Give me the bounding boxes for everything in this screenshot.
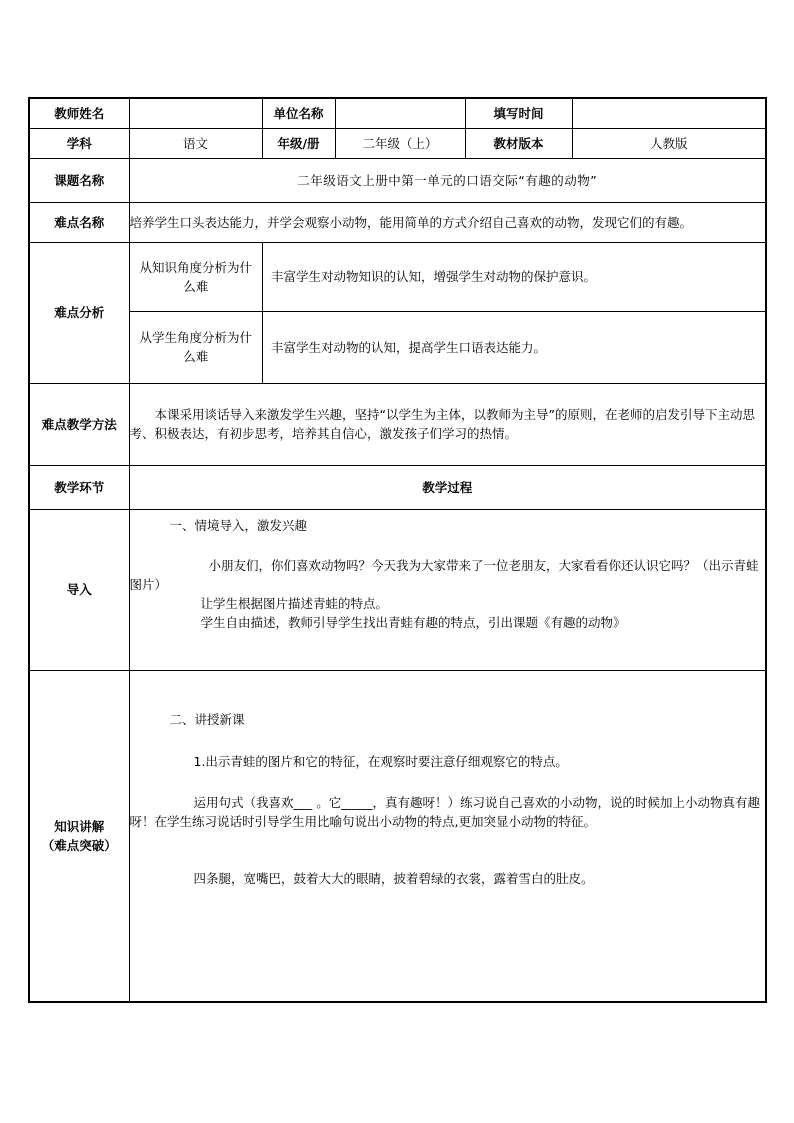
subject-value: 语文 <box>129 128 262 158</box>
knowledge-paragraph-1: 1.出示青蛙的图片和它的特征，在观察时要注意仔细观察它的特点。 <box>193 753 568 769</box>
process-header-row <box>29 465 766 509</box>
topic-row <box>29 158 766 202</box>
analysis-label: 难点分析 <box>29 242 129 383</box>
knowledge-label-cell <box>29 670 129 1002</box>
unit-name-label: 单位名称 <box>262 98 335 128</box>
analysis-row <box>29 242 766 383</box>
difficulty-value: 培养学生口头表达能力，并学会观察小动物，能用简单的方式介绍自己喜欢的动物，发现它们的有趣。 <box>129 202 766 242</box>
teacher-name-value <box>129 98 262 128</box>
student-angle-label: 从学生角度分析为什么难 <box>130 312 263 383</box>
intro-content <box>129 509 766 670</box>
method-label: 难点教学方法 <box>29 383 129 465</box>
edition-label: 教材版本 <box>465 128 572 158</box>
analysis-subtable <box>130 243 766 383</box>
intro-label: 导入 <box>29 509 129 670</box>
grade-label: 年级/册 <box>262 128 335 158</box>
unit-name-value <box>335 98 465 128</box>
difficulty-label: 难点名称 <box>29 202 129 242</box>
knowledge-row <box>29 670 766 1002</box>
intro-heading: 一、情境导入，激发兴趣 <box>169 517 308 533</box>
student-angle-text: 丰富学生对动物的认知，提高学生口语表达能力。 <box>271 339 547 355</box>
topic-label: 课题名称 <box>29 158 129 202</box>
knowledge-heading: 二、讲授新课 <box>169 711 245 727</box>
intro-paragraph-2: 让学生根据图片描述青蛙的特点。 <box>200 595 389 611</box>
fill-time-label: 填写时间 <box>465 98 572 128</box>
edition-value: 人教版 <box>572 128 766 158</box>
subject-label: 学科 <box>29 128 129 158</box>
fill-time-value <box>572 98 766 128</box>
grade-value: 二年级（上） <box>335 128 465 158</box>
process-label: 教学过程 <box>129 465 766 509</box>
knowledge-content <box>129 670 766 1002</box>
method-row <box>29 383 766 465</box>
method-text: 本课采用谈话导入来激发学生兴趣，坚持“以学生为主体，以教师为主导”的原则，在老师的启发引导下主动思考、积极表达，有初步思考，培养其自信心，激发孩子们学习的热情。 <box>129 383 766 465</box>
intro-paragraph-3: 学生自由描述，教师引导学生找出青蛙有趣的特点，引出课题《有趣的动物》 <box>200 614 626 630</box>
knowledge-paragraph-2: 运用句式（我喜欢___ 。它_____，真有趣呀！）练习说自己喜欢的小动物，说的时候加上小动物真有趣呀！在学生练习说话时引导学生用比喻句说出小动物的特点,更加突显小动物的特征。 <box>129 794 760 829</box>
intro-paragraph-1: 小朋友们，你们喜欢动物吗？今天我为大家带来了一位老朋友，大家看看你还认识它吗？（出示青蛙图片） <box>129 557 759 592</box>
knowledge-label-sub: （难点突破） <box>41 837 117 853</box>
knowledge-paragraph-3: 四条腿，宽嘴巴，鼓着大大的眼睛，披着碧绿的衣裳，露着雪白的肚皮。 <box>193 870 594 886</box>
knowledge-angle-text: 丰富学生对动物知识的认知，增强学生对动物的保护意识。 <box>263 243 766 312</box>
intro-row <box>29 509 766 670</box>
teacher-name-label: 教师姓名 <box>29 98 129 128</box>
difficulty-row <box>29 202 766 242</box>
header-row-2 <box>29 128 766 158</box>
lesson-plan-table <box>28 97 767 1003</box>
knowledge-label: 知识讲解 <box>54 818 105 834</box>
stage-label: 教学环节 <box>29 465 129 509</box>
topic-value: 二年级语文上册中第一单元的口语交际“有趣的动物” <box>129 158 766 202</box>
analysis-cell <box>129 242 766 383</box>
knowledge-angle-label: 从知识角度分析为什么难 <box>130 243 263 312</box>
header-row-1 <box>29 98 766 128</box>
